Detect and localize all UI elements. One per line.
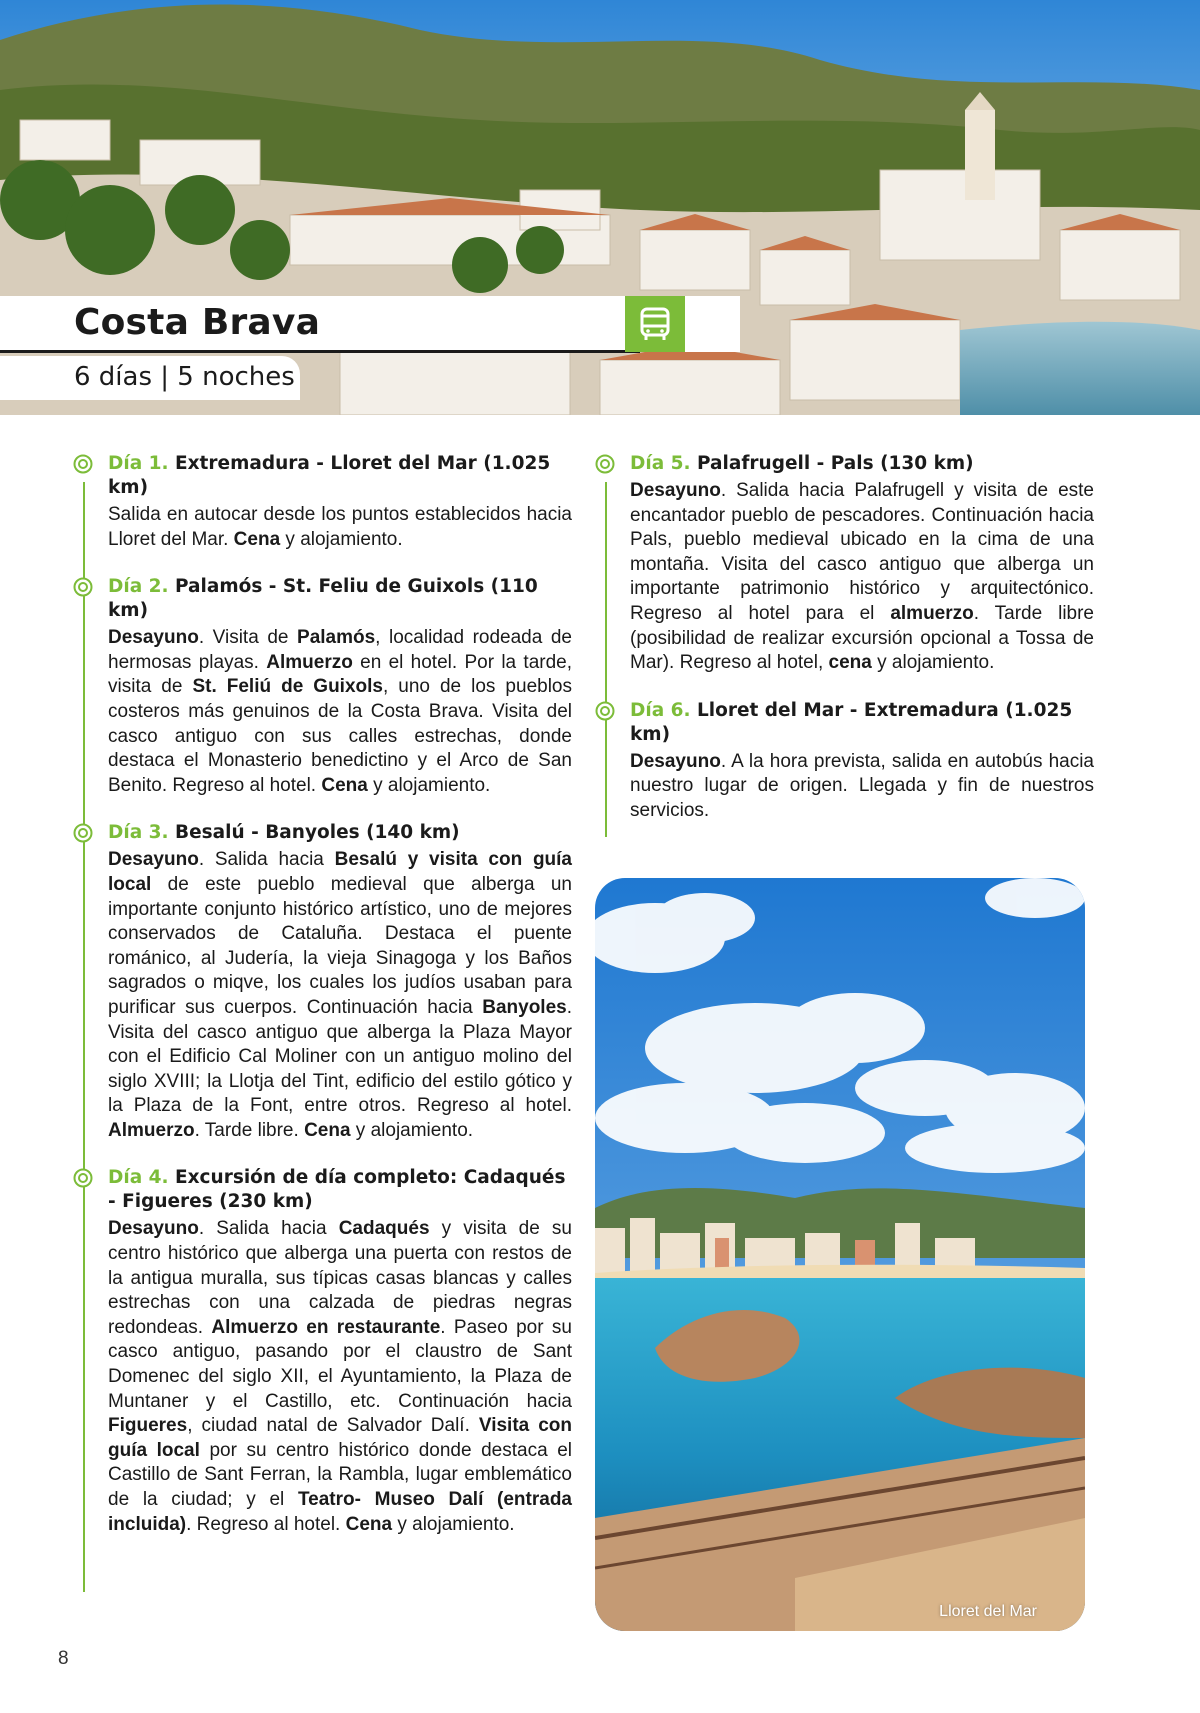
day-route: Palamós - St. Feliu de Guixols (110 km) (108, 576, 538, 622)
text: por su centro histórico donde destaca el Castillo de Sant Ferran, la Rambla, lugar emblemático de la ciudad; y el (108, 1439, 572, 1510)
text: y alojamiento. (280, 528, 403, 550)
day-route: Extremadura - Lloret del Mar (1.025 km) (108, 453, 551, 498)
day-1-description (108, 503, 572, 552)
beach-illustration (595, 878, 1085, 1631)
text-bold: Besalú y visita con guía local (108, 849, 572, 895)
text: y alojamiento. (392, 1513, 515, 1535)
timeline-marker-icon (595, 454, 615, 474)
duration-subtitle: 6 días | 5 noches (74, 362, 295, 392)
text-bold: Almuerzo (266, 651, 353, 673)
day-5-description (630, 479, 1094, 676)
text-bold: almuerzo (890, 602, 974, 624)
bus-icon (635, 304, 675, 344)
text: , localidad rodeada de hermosas playas. (108, 627, 572, 673)
text: , ciudad natal de Salvador Dalí. (187, 1415, 479, 1437)
day-route: Besalú - Banyoles (140 km) (174, 822, 460, 844)
text: . Visita del casco antiguo que alberga la Plaza Mayor con el Edificio Cal Moliner con un antiguo molino del siglo XVIII; la Llotja del Tint, edificio del estilo gótico y la Plaza de la Font, entre otros. Regreso al hotel. (108, 996, 572, 1117)
text: . Paseo por su casco antiguo, pasando por el claustro de Sant Domenec del siglo XII, el Ayuntamiento, la Plaza de Muntaner y el Castillo, etc. Continuación hacia (108, 1316, 572, 1412)
day-6-heading (630, 699, 1094, 747)
text: Salida en autocar desde los puntos establecidos hacia Lloret del Mar. (108, 504, 572, 550)
day-5-heading (630, 452, 1094, 476)
timeline-marker-icon (73, 823, 93, 843)
text: . Tarde libre (posibilidad de realizar excursión opcional a Tossa de Mar). Regreso al hotel, (630, 602, 1094, 674)
day-route: Palafrugell - Pals (130 km) (696, 453, 974, 474)
text-bold: Cena (345, 1513, 393, 1535)
text-bold: Visita con guía local (108, 1415, 573, 1461)
day-number: Día 2. (108, 576, 169, 598)
photo-caption: Lloret del Mar (939, 1603, 1037, 1620)
text: , uno de los pueblos costeros más genuinos de la Costa Brava. Visita del casco antiguo con sus calles estrechas, donde destaca el Monasterio benedictino y el Arco de San Benito. Regreso al hotel. (108, 676, 572, 796)
day-route: Lloret del Mar - Extremadura (1.025 km) (630, 699, 1073, 745)
day-4-description (108, 1217, 572, 1537)
text-bold: Almuerzo en restaurante (211, 1316, 441, 1338)
timeline-marker-icon (73, 1168, 93, 1188)
text: y visita de su centro histórico que alberga una puerta con restos de la antigua muralla, sus típicas casas blancas y calles estrechas con una calzada de piedras negras redondeas. (108, 1218, 572, 1338)
text: y alojamiento. (871, 652, 995, 674)
text-bold: Palamós (297, 627, 376, 649)
day-route: Excursión de día completo: Cadaqués - Figueres (230 km) (108, 1167, 566, 1213)
day-number: Día 4. (108, 1167, 169, 1189)
text-bold: Almuerzo (108, 1119, 195, 1141)
day-number: Día 5. (630, 453, 691, 474)
day-6-description (630, 750, 1094, 824)
bus-badge (625, 296, 685, 352)
day-number: Día 1. (108, 453, 169, 474)
day-1-heading (108, 452, 572, 500)
timeline-marker-icon (73, 454, 93, 474)
day-3 (72, 821, 572, 1143)
text: . Salida hacia Palafrugell y visita de este encantador pueblo de pescadores. Continuación hacia Pals, pueblo medieval ubicado en la cima de una montaña. Visita del casco antiguo que alberga un importante patrimonio histórico y arquitectónico. Regreso al hotel para el (630, 480, 1094, 624)
text-bold: Cadaqués (338, 1218, 430, 1240)
text: . Visita de (198, 627, 298, 649)
text: . Tarde libre. (194, 1119, 305, 1141)
text: en el hotel. Por la tarde, visita de (108, 651, 573, 698)
title-underline (0, 350, 640, 353)
text: . Salida hacia (198, 849, 335, 871)
text: . Salida hacia (198, 1218, 339, 1240)
day-2-description (108, 626, 572, 798)
text: y alojamiento. (367, 774, 491, 796)
text-bold: Desayuno (108, 849, 199, 871)
text-bold: Desayuno (630, 480, 721, 501)
day-6 (594, 699, 1094, 824)
itinerary-right-column (594, 452, 1094, 824)
text-bold: Desayuno (108, 627, 199, 649)
text: . A la hora prevista, salida en autobús hacia nuestro lugar de origen. Llegada y fin de nuestros servicios. (630, 750, 1094, 821)
text-bold: Desayuno (108, 1218, 199, 1240)
itinerary-left-column (72, 452, 572, 1537)
text-bold: Cena (321, 774, 368, 796)
day-2 (72, 575, 572, 798)
text-bold: Teatro- Museo Dalí (entrada incluida) (108, 1489, 572, 1535)
day-number: Día 6. (630, 699, 691, 721)
text-bold: Desayuno (630, 750, 721, 772)
text-bold: Cena (304, 1119, 351, 1141)
day-4-heading (108, 1166, 572, 1214)
day-3-description (108, 848, 572, 1143)
text-bold: Cena (233, 528, 281, 550)
day-5 (594, 452, 1094, 676)
page-number: 8 (58, 1648, 69, 1669)
text-bold: cena (828, 652, 872, 674)
text-bold: Figueres (108, 1415, 188, 1437)
day-number: Día 3. (108, 822, 169, 844)
text: . Regreso al hotel. (186, 1513, 346, 1535)
page-title: Costa Brava (74, 302, 321, 343)
timeline-marker-icon (73, 577, 93, 597)
timeline-marker-icon (595, 701, 615, 721)
text: de este pueblo medieval que alberga un importante conjunto histórico artístico, uno de mejores conservados de Cataluña. Destaca el puente románico, al Judería, la vieja Sinagoga y los Baños sagrados o miqve, los cuales los judíos usaban para purificar sus cuerpos. Continuación hacia (108, 873, 572, 1018)
day-4 (72, 1166, 572, 1537)
day-3-heading (108, 821, 572, 845)
day-2-heading (108, 575, 572, 623)
text-bold: St. Feliú de Guixols (192, 676, 383, 698)
lloret-del-mar-photo (595, 878, 1085, 1631)
day-1 (72, 452, 572, 552)
text-bold: Banyoles (482, 996, 567, 1018)
text: y alojamiento. (350, 1119, 474, 1141)
